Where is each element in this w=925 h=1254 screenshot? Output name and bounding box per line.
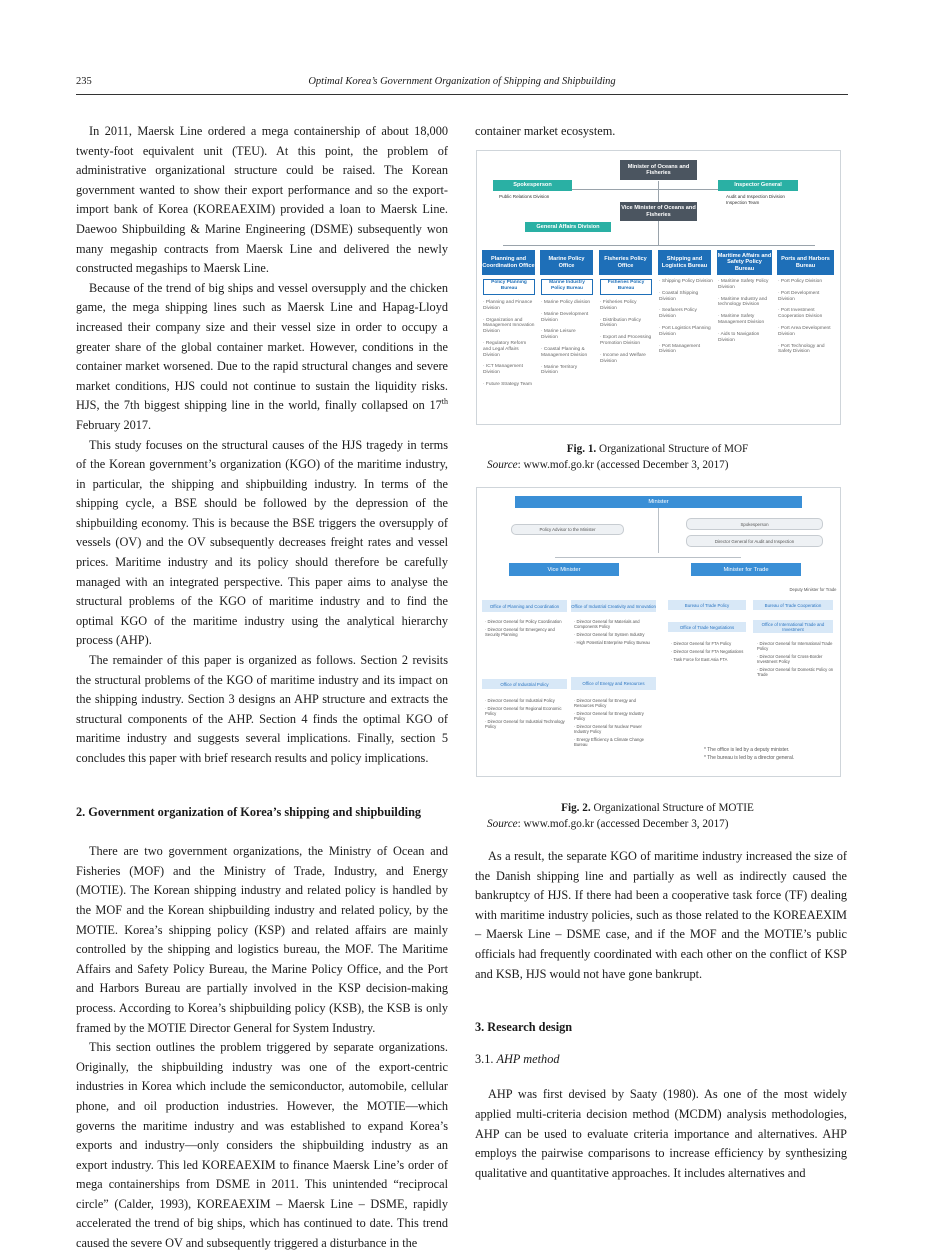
division-item: · Export and Processing Promotion Division: [600, 335, 652, 346]
bureau-box: Bureau of Trade Policy: [668, 600, 746, 610]
division-item: · Port Policy Division: [778, 279, 822, 284]
division-item: · Organization and Management Innovation Division: [483, 317, 535, 335]
dg-item: · Director General for Nuclear Power Industry Policy: [574, 724, 642, 734]
division-item: · Maritime Industry and technology Division: [718, 296, 768, 308]
office-box: Office of Industrial Policy: [482, 679, 567, 689]
paragraph: In 2011, Maersk Line ordered a mega containership of about 18,000 twenty-foot equivalent unit (TEU). At this point, the problem of administrative organizational structure could be raised. The Korean government wanted to show their export performance and so the export-import bank of Korea (KOREAEXIM) provided a loan to Maersk Line. Daewoo Shipbuilding & Marine Engineering (DSME) subsequently won many megaship contracts from Maersk Line and delivered the newly constructed megaships to Maersk Line.: [76, 124, 448, 276]
vice-minister-box: Vice Minister of Oceans and Fisheries: [620, 202, 697, 221]
office-box: Shipping and Logistics Bureau: [658, 250, 711, 275]
division-item: · Marine Leisure Division: [541, 329, 576, 341]
dg-item: · High Potential Enterprise Policy Bureau: [574, 640, 650, 645]
general-affairs-box: General Affairs Division: [525, 222, 611, 232]
paragraph: AHP was first devised by Saaty (1980). As one of the most widely applied multi-criteria decision method (MCDM) analysis methodologies, AHP can be used to evaluate criteria importance and alternatives. AHP employs the pairwise comparisons to increase efficiency by synthesizing qualitative and quantitative approaches. It includes alternatives and: [475, 1087, 847, 1180]
spokesperson-sub: Public Relations Division: [499, 194, 550, 199]
minister-box: Minister of Oceans and Fisheries: [620, 160, 697, 180]
division-item: · Port Development Division: [778, 290, 820, 302]
division-item: · Seafarers Policy Division: [659, 308, 697, 320]
division-item: · Marine Territory Division: [541, 364, 578, 376]
bureau-box: Bureau of Trade Cooperation: [753, 600, 833, 610]
inspector-box: Inspector General: [718, 180, 798, 191]
division-item: · Planning and Finance Division: [483, 300, 533, 311]
dg-item: · Director General for Energy and Resources Policy: [574, 698, 636, 708]
division-item: · Fisheries Policy Division: [600, 300, 637, 311]
paragraph: This study focuses on the structural causes of the HJS tragedy in terms of the Korean government’s organization (KGO) of the maritime industry, in particular, the shipping and shipbuilding industry. In terms of the shipping cycle, a BSE should be followed by the depression of the shipbuilding economy. This is because the BSE triggers the oversupply of vessels (OV) and the OV subsequently decreases freight rates and vessel prices. Maritime industry and its policy should therefore be carefully managed with an integrated perspective. This paper aims to analyse the structural problems of the KGO of maritime industry and to find the optimal KGO of the maritime industry using the analytical hierarchy process (AHP).: [76, 437, 448, 648]
dg-item: · Energy Efficiency & Climate Change Bureau: [574, 737, 644, 747]
paragraph: The remainder of this paper is organized as follows. Section 2 revisits the structural problems of the KGO of maritime industry and its impact on the shipping industry. Section 3 designs an AHP structure and extracts the structural components of the AHP. Section 4 finds the optimal KGO of maritime industry and suggests several implications. Finally, section 5 concludes this paper with brief research results and policy implications.: [76, 653, 448, 765]
deputy-trade-label: Deputy Minister for Trade: [789, 587, 837, 592]
page-number: 235: [76, 76, 92, 87]
paragraph: As a result, the separate KGO of maritime industry increased the size of the Danish shipping line and partially as well as indirectly caused the bankruptcy of HJS. If there had been a cooperative task force (TF) dealing with maritime industry policies, such as those related to the KOREAEXIM – Maersk Line – DSME case, and if the MOF and the MOTIE’s public officials had frequently coordinated with each other on the conflict of KSP and KSB, HJS would not have gone bankrupt.: [475, 849, 847, 981]
note: * The office is led by a deputy minister.: [704, 747, 790, 753]
office-box: Office of Planning and Coordination: [482, 600, 567, 612]
dg-item: · Director General for Policy Coordination: [485, 619, 562, 624]
left-column: [76, 122, 448, 1254]
note: * The bureau is led by a director general.: [704, 755, 795, 761]
right-column-top: [475, 122, 847, 142]
dg-item: · Director General for System Industry: [574, 632, 645, 637]
minister-trade-box: Minister for Trade: [691, 563, 801, 576]
dg-item: · Director General for FTA Negotiations: [671, 649, 744, 654]
division-item: · Marine Development Division: [541, 311, 589, 323]
bureau-box: Policy Planning Bureau: [483, 279, 535, 295]
division-item: · Aids to Navigation Division: [718, 331, 760, 343]
division-item: · Maritime Safety Policy Division: [718, 279, 769, 290]
division-item: · Marine Policy division: [541, 300, 591, 305]
paragraph: This section outlines the problem triggered by separate organizations. Originally, the shipbuilding industry was one of the export-centric industries in Korea which include the semiconductor, automobile, cellular phone, and oil production industries. However, the MOTIE—which governs the maritime industry and was established to expand Korea’s exports and industry—only considers the shipbuilding industry as an export industry. This led KOREAEXIM to finance Maersk Line’s order of mega containerships from DSME in 2011. This unintended “reciprocal circle” (Calder, 1993), KOREAEXIM – Maersk Line – DSME, rapidly accelerated the trend of big ships, which has continued to date. This trend caused the severe OV and subsequently triggered a disturbance in the: [76, 1040, 448, 1251]
dg-item: · Director General for Materials and Components Policy: [574, 619, 640, 629]
office-box: Planning and Coordination Office: [482, 250, 535, 275]
running-title: Optimal Korea’s Government Organization of Shipping and Shipbuilding: [308, 76, 616, 87]
spokesperson-box: Spokesperson: [493, 180, 572, 191]
division-item: · Coastal Shipping Division: [659, 290, 699, 302]
dg-item: · Director General for Industrial Technology Policy: [485, 719, 565, 729]
division-item: · ICT Management Division: [483, 364, 523, 376]
figure-1-caption: Fig. 1. Organizational Structure of MOF: [566, 443, 749, 455]
dg-item: · Director General for FTA Policy: [671, 641, 732, 646]
figure-2-caption: Fig. 2. Organizational Structure of MOTIE: [561, 802, 754, 814]
paragraph: There are two government organizations, the Ministry of Ocean and Fisheries (MOF) and the Ministry of Trade, Industry, and Energy (MOTIE). The Korean shipping industry and related policy is handled by the MOF and the Korean shipbuilding industry and related policy, by the MOTIE. Korea’s shipping policy (KSP) and related affairs are mainly controlled by the shipping and logistics bureau, the MOF. The Maritime Affairs and Safety Policy Bureau, the Marine Policy Office, and the Port and Harbors Bureau are partially involved in the KSP decision-making process. According to Korea’s shipbuilding policy (KSB), the KSB is only framed by the MOTIE Director General for System Industry.: [76, 844, 448, 1035]
subsection-heading: 3.1. AHP method: [475, 1051, 560, 1066]
figure-1-source: Source: www.mof.go.kr (accessed December 3, 2017): [487, 459, 729, 471]
figure-2-motie-org-chart: [476, 487, 841, 777]
office-box: Office of International Trade and Investment: [753, 620, 833, 633]
dg-item: · Director General for International Trade Policy: [757, 641, 833, 651]
running-header: [76, 72, 848, 95]
dg-item: · Director General for Domestic Policy on Trade: [757, 667, 834, 677]
division-item: · Regulatory Reform and Legal Affairs Division: [483, 340, 527, 358]
bureau-box: Fisheries Policy Bureau: [600, 279, 652, 295]
office-box: Maritime Affairs and Safety Policy Bureau: [717, 250, 772, 275]
policy-advisor-box: Policy Advisor to the Minister: [511, 524, 624, 535]
division-item: · Income and Welfare Division: [600, 352, 646, 364]
office-box: Ports and Harbors Bureau: [777, 250, 834, 275]
division-item: · Shipping Policy Division: [659, 279, 713, 284]
division-item: · Distribution Policy Division: [600, 317, 642, 329]
bureau-box: Marine Industry Policy Bureau: [541, 279, 593, 295]
minister-box: Minister: [515, 496, 802, 508]
paragraph: Because of the trend of big ships and vessel oversupply and the chicken game, the mega shipping lines such as Maersk Line and Hapag-Lloyd increased their company size and their vessel size in order to occupy a greater share of the global container market. However, conditions in the container market worsened. Due to the rapid structural changes and severe market conditions, HJS could not continue to sustain the liquidity risks. HJS, the 7th biggest shipping line in the world, finally collapsed on 17th February 2017.: [76, 280, 448, 432]
vice-minister-box: Vice Minister: [509, 563, 619, 576]
inspector-sub: Audit and Inspection Division Inspection Team: [726, 194, 785, 205]
right-column-bottom: [475, 847, 847, 1183]
paragraph: container market ecosystem.: [475, 124, 616, 138]
section-heading: 3. Research design: [475, 1020, 573, 1035]
office-box: Office of Trade Negotiations: [668, 622, 746, 632]
division-item: · Port Area Development Division: [778, 325, 831, 337]
figure-2-source: Source: www.mof.go.kr (accessed December 3, 2017): [487, 818, 729, 830]
division-item: · Port Investment Cooperation Division: [778, 308, 823, 320]
office-box: Office of Energy and Resources: [571, 677, 656, 690]
division-item: · Port Management Division: [659, 343, 701, 355]
division-item: · Future Strategy Team: [483, 381, 532, 387]
division-item: · Port Technology and Safety Division: [778, 343, 825, 355]
office-box: Marine Policy Office: [540, 250, 593, 275]
dg-item: · Task Force for East Asia FTA: [671, 657, 728, 662]
office-box: Office of Industrial Creativity and Innovation: [571, 600, 656, 612]
dg-item: · Director General for Cross-Border Investment Policy: [757, 654, 823, 664]
division-item: · Port Logistics Planning Division: [659, 325, 711, 337]
dg-audit-box: Director General for Audit and Inspection: [686, 535, 823, 547]
division-item: · Coastal Planning & Management Division: [541, 346, 588, 358]
office-box: Fisheries Policy Office: [599, 250, 652, 275]
dg-item: · Director General for Emergency and Security Planning: [485, 627, 555, 637]
figure-1-mof-org-chart: [476, 150, 841, 425]
section-heading: 2. Government organization of Korea’s shipping and shipbuilding: [76, 804, 422, 819]
dg-item: · Director General for Regional Economic Policy: [485, 706, 562, 716]
dg-item: · Director General for Industrial Policy: [485, 698, 555, 703]
spokesperson-box: Spokesperson: [686, 518, 823, 530]
dg-item: · Director General for Energy Industry Policy: [574, 711, 644, 721]
division-item: · Maritime Safety Management Division: [718, 314, 765, 325]
